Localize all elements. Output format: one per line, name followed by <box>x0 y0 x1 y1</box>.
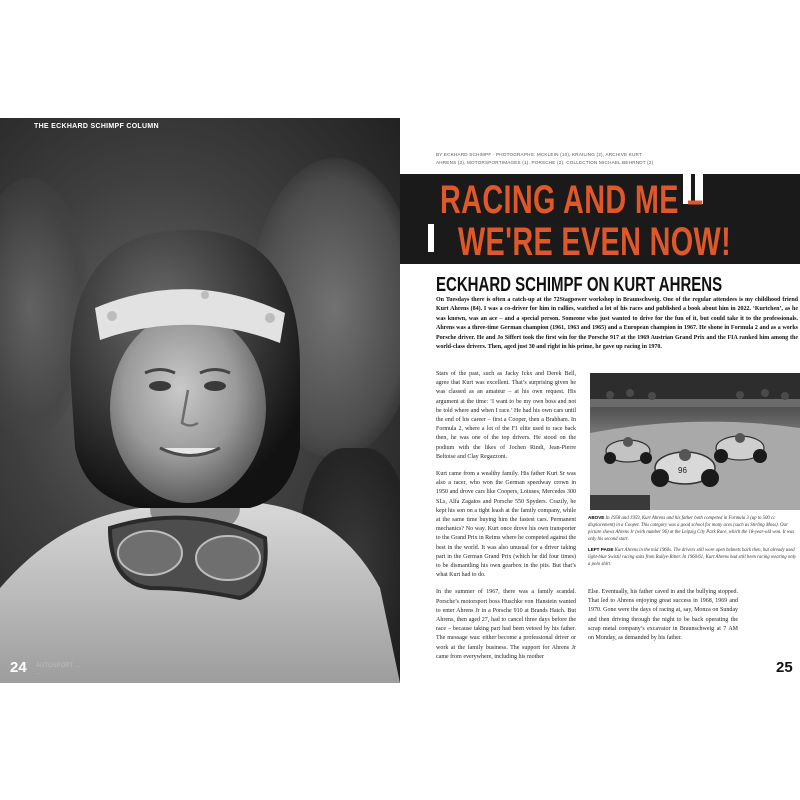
body-paragraph: Stars of the past, such as Jacky Ickx and Derek Bell, agree that Kurt was excellent. That’s surprising given he was classed as an amateur – at his own request. His argument at the time: ‘I want to be my own boss and not be told where and when I race.’ He had his own cars until the end of his career – first a Cooper, then a Brabham. In Formula 2, where a lot of the F1 elite used to race back then, he was one of the top drivers. He stood on the podium with the likes of Jochen Rindt, Jean-Pierre Beltoise and Clay Regazzoni. <box>436 371 576 460</box>
right-page-article <box>400 118 800 683</box>
headline-line-1: RACING AND ME – <box>440 178 704 222</box>
photo-captions <box>588 514 798 571</box>
race-scene-illustration <box>590 373 800 510</box>
page-number: 24 <box>10 659 27 676</box>
svg-text:96: 96 <box>678 466 687 475</box>
intro-paragraph: On Tuesdays there is often a catch-up at the 72Stagpower workshop in Braunschweig. One of the regular attendees is my childhood friend Kurt Ahrens (84). I was a co-driver for him in rallies, watched a lot of his races and published a book about him in 2022. ‘Kurtchen’, as he was known, was an ace – and a special person. Someone who just wanted to drive for the fun of it, but could take it to the professionals. Ahrens was a three-time German champion (1961, 1963 and 1965) and a European champion in 1967. He shone in Formula 2 and as a works Porsche driver. He and Jo Siffert took the first win for the Porsche 917 at the 1969 Austrian Grand Prix and the FIA ranked him among the world-class drivers. Then, aged just 30 and right in his prime, he gave up racing in 1970. <box>436 297 798 351</box>
caption-label: ABOVE <box>588 515 605 520</box>
page-number: 25 <box>776 659 793 676</box>
magazine-issue-text: ... <box>36 670 42 676</box>
caption-above <box>588 514 798 543</box>
body-paragraph: Else. Eventually, his father caved in and the bullying stopped. That led to Ahrens enjoying great success in 1968, 1969 and 1970. Gone were the days of racing at, say, Monza on Sunday and then driving through the night to be back operating the scrap metal company’s excavator in Braunschweig at 7 AM on Monday, as demanded by his father. <box>588 589 738 642</box>
byline: BY ECKHARD SCHIMPF · PHOTOGRAPHS: MCKLEIN (10), KRAILING (2), ARCHIVE KURT AHRENS (3), MOTORSPORTIMAGES (1), PORSCHE (2), COLLECTION MICHAEL BEHRNDT (2) <box>436 152 654 165</box>
article-subtitle: ECKHARD SCHIMPF ON KURT AHRENS <box>436 274 723 296</box>
quote-mark-graphic <box>428 224 434 252</box>
caption-left-page <box>588 546 798 568</box>
driver-portrait-image <box>0 118 400 683</box>
caption-text: Kurt Ahrens in the mid 1960s. The drivers still wore open helmets back then, but already used light-blue Swistil racing suits from Rallye-Ritter. In 1960/61, Kurt Ahrens had still been racing wearing only a polo shirt. <box>588 548 797 567</box>
race-photo-image <box>590 373 800 510</box>
headline-line-2: WE'RE EVEN NOW! <box>458 220 732 264</box>
body-column-1 <box>436 370 576 670</box>
body-paragraph: Kurt came from a wealthy family. His father Kurt Sr was also a racer, who won the German speedway crown in 1950 and drove cars like Coopers, Lotuses, Mercedes 300 SLs, Alfa Zagatos and Porsche 550 Spyders. Crazily, he kept his son on a tight leash at the family company, while at the same time buying him the fastest cars. Permanent mechanics? No way. Kurt once drove his own transporter to the Grand Prix in Reims where he competed against the best in the world. It was also unusual for a driver taking part in the German Grand Prix (which he did four times) to be dismantling his own gearbox in the pits. But that’s what Kurt had to do. <box>436 471 576 579</box>
magazine-logo <box>36 663 80 677</box>
column-label: THE ECKHARD SCHIMPF COLUMN <box>34 123 159 130</box>
headline-banner <box>400 174 800 264</box>
magazine-logo-text: AUTOSPORT ... <box>36 663 80 669</box>
caption-text: In 1958 and 1959, Kurt Ahrens and his father both competed in Formula 3 (up to 500 cc displacement) in a Cooper. This category was a good school for many aces (such as Stirling Moss). Our picture shows Ahrens Jr (with number 96) at the Leipzig City Park Race, which the 18-year-old won. It was only his second start. <box>588 516 795 542</box>
magazine-spread <box>0 118 800 683</box>
caption-label: LEFT PAGE <box>588 547 614 552</box>
body-paragraph: In the summer of 1967, there was a family scandal. Porsche’s motorsport boss Huschke von Hanstein wanted to enter Ahrens Jr in a Porsche 910 at Brands Hatch. But Ahrens, then aged 27, had to cancel three days before the race – because taking part had been vetoed by his father. The message was: either become a professional driver or work at the family business. The support for Ahrens Jr came from everywhere, including his mother <box>436 589 576 660</box>
body-column-2 <box>588 588 738 651</box>
left-page-photo <box>0 118 400 683</box>
